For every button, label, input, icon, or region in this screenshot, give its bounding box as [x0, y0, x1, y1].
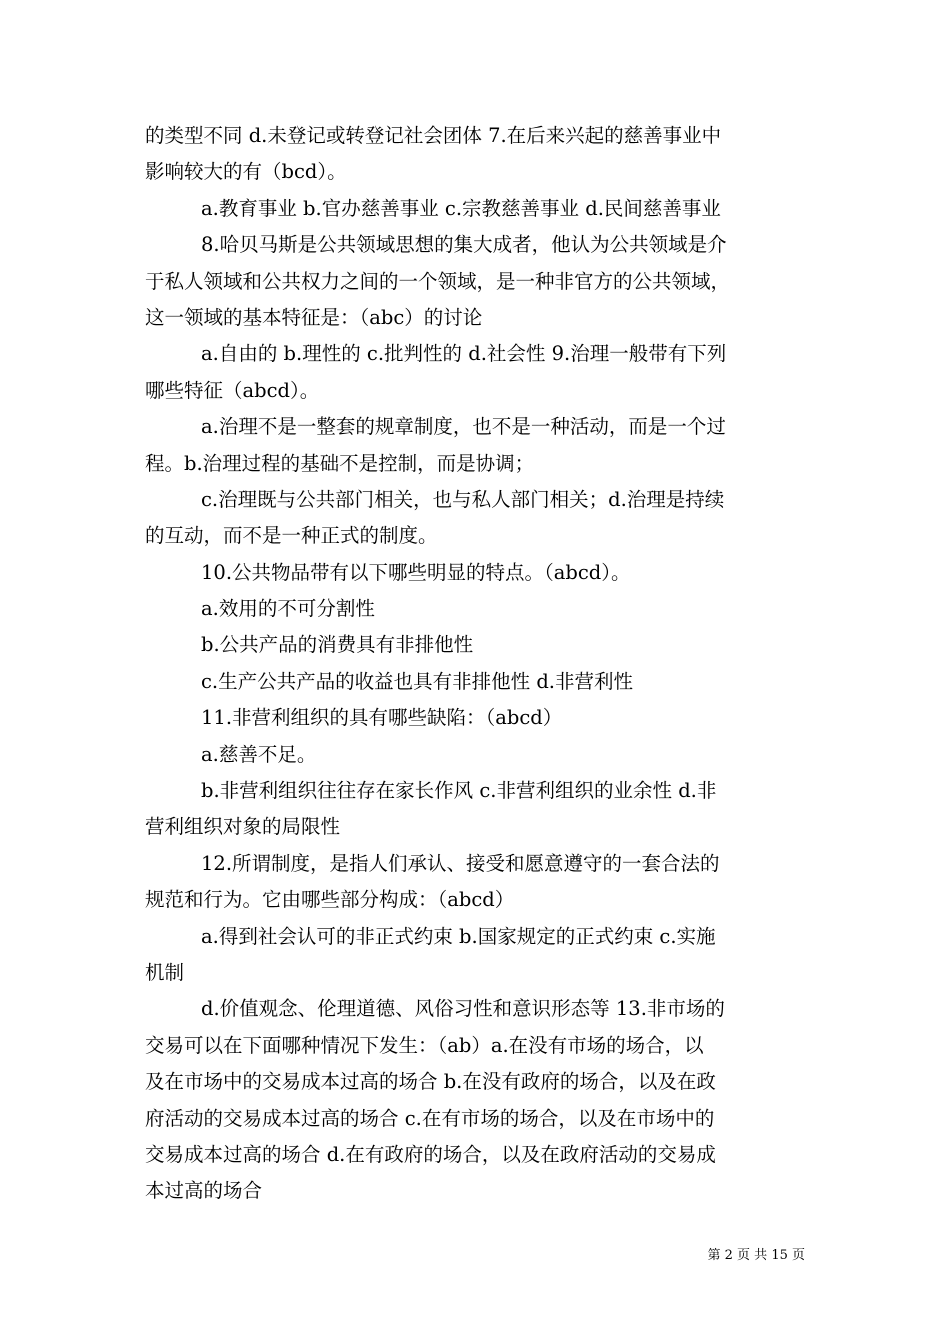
page-number: 第 2 页 共 15 页: [707, 1248, 805, 1263]
text-line: 本过高的场合: [145, 1179, 263, 1203]
text-line: 11.非营利组织的具有哪些缺陷：（abcd）: [201, 706, 563, 730]
text-line: 10.公共物品带有以下哪些明显的特点。（abcd）。: [201, 560, 631, 584]
text-line: a.慈善不足。: [201, 742, 317, 766]
text-line: 的互动，而不是一种正式的制度。: [145, 524, 438, 548]
text-line: 8.哈贝马斯是公共领域思想的集大成者，他认为公共领域是介: [201, 233, 727, 257]
text-line: 影响较大的有（bcd）。: [145, 160, 347, 184]
text-line: 交易可以在下面哪种情况下发生：（ab）a.在没有市场的场合，以: [145, 1033, 704, 1057]
text-line: d.价值观念、伦理道德、风俗习性和意识形态等 13.非市场的: [201, 997, 725, 1021]
text-line: 12.所谓制度，是指人们承认、接受和愿意遵守的一套合法的: [201, 851, 720, 875]
text-line: 府活动的交易成本过高的场合 c.在有市场的场合，以及在市场中的: [145, 1106, 715, 1130]
text-line: a.自由的 b.理性的 c.批判性的 d.社会性 9.治理一般带有下列: [201, 342, 727, 366]
text-line: 机制: [145, 960, 185, 984]
text-line: a.得到社会认可的非正式约束 b.国家规定的正式约束 c.实施: [201, 924, 716, 948]
text-line: c.生产公共产品的收益也具有非排他性 d.非营利性: [201, 669, 633, 693]
text-line: b.非营利组织往往存在家长作风 c.非营利组织的业余性 d.非: [201, 779, 717, 803]
text-line: b.公共产品的消费具有非排他性: [201, 633, 474, 657]
document-body: [145, 118, 809, 1210]
text-line: 这一领域的基本特征是：（abc）的讨论: [145, 305, 483, 329]
text-line: 交易成本过高的场合 d.在有政府的场合，以及在政府活动的交易成: [145, 1142, 716, 1166]
text-line: a.治理不是一整套的规章制度，也不是一种活动，而是一个过: [201, 415, 726, 439]
text-line: c.治理既与公共部门相关，也与私人部门相关；d.治理是持续: [201, 487, 725, 511]
text-line: 程。b.治理过程的基础不是控制，而是协调；: [145, 451, 535, 475]
text-line: a.教育事业 b.官办慈善事业 c.宗教慈善事业 d.民间慈善事业: [201, 196, 721, 220]
text-line: 及在市场中的交易成本过高的场合 b.在没有政府的场合，以及在政: [145, 1070, 716, 1094]
text-line: a.效用的不可分割性: [201, 597, 375, 621]
text-line: 于私人领域和公共权力之间的一个领域，是一种非官方的公共领域，: [145, 269, 731, 293]
text-line: 规范和行为。它由哪些部分构成：（abcd）: [145, 888, 515, 912]
text-line: 营利组织对象的局限性: [145, 815, 341, 839]
text-line: 哪些特征（abcd）。: [145, 378, 320, 402]
text-line: 的类型不同 d.未登记或转登记社会团体 7.在后来兴起的慈善事业中: [145, 124, 722, 147]
